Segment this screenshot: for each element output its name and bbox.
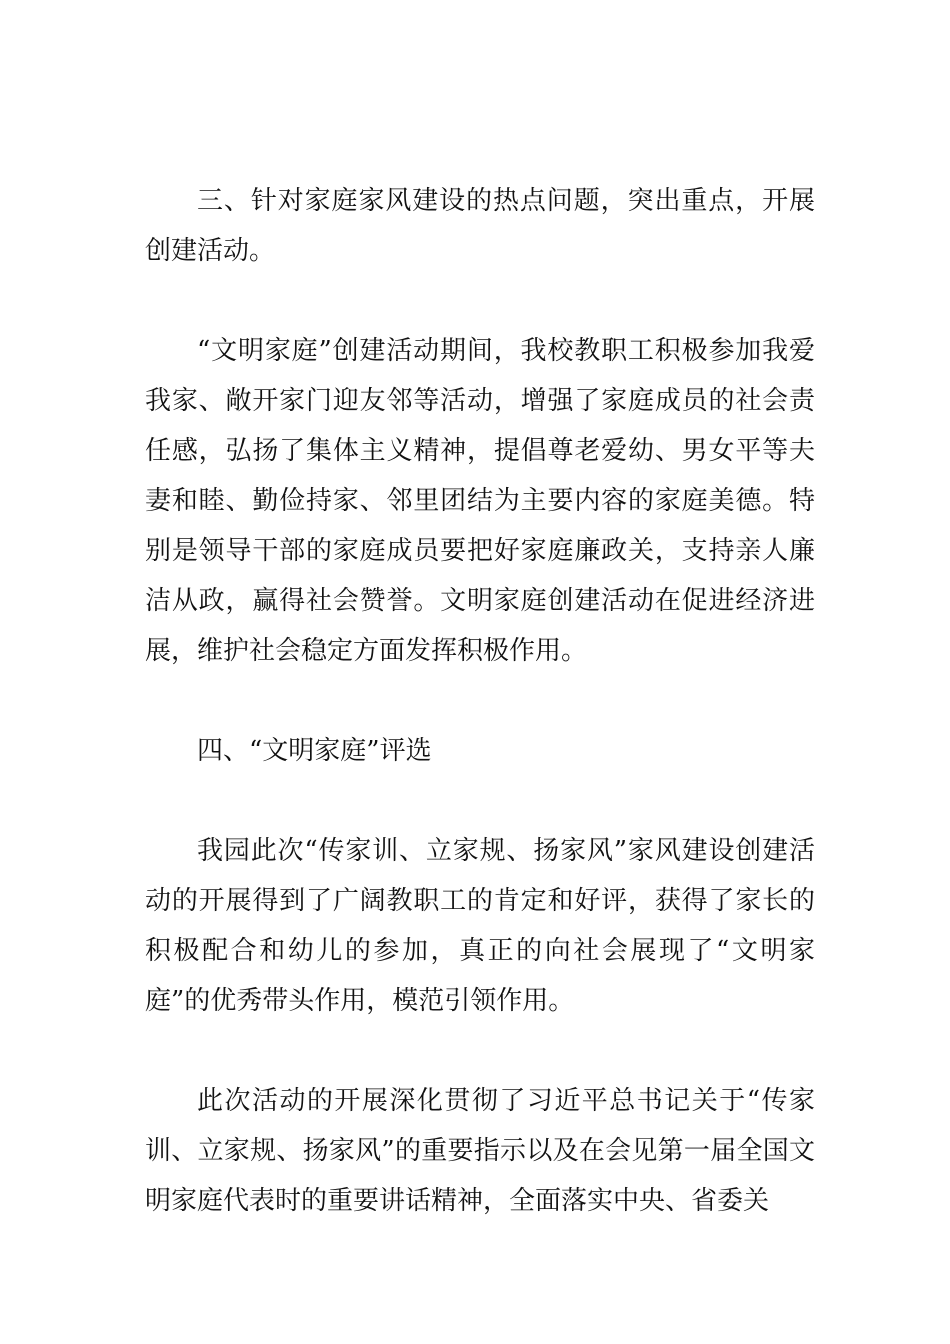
paragraph-gap [145,276,815,326]
paragraph-civilized-family-activities: “文明家庭”创建活动期间，我校教职工积极参加我爱我家、敞开家门迎友邻等活动，增强了家庭成员的社会责任感，弘扬了集体主义精神，提倡尊老爱幼、男女平等夫妻和睦、勤俭持家、邻里团结为主要内容的家庭美德。特别是领导干部的家庭成员要把好家庭廉政关，支持亲人廉洁从政，赢得社会赞誉。文明家庭创建活动在促进经济进展，维护社会稳定方面发挥积极作用。 [145,336,815,666]
section-heading-four: 四、“文明家庭”评选 [197,736,432,766]
paragraph-gap [145,676,815,726]
paragraph-gap [145,1026,815,1076]
document-body [145,176,815,1226]
paragraph-kindergarten-results: 我园此次“传家训、立家规、扬家风”家风建设创建活动的开展得到了广阔教职工的肯定和好评，获得了家长的积极配合和幼儿的参加，真正的向社会展现了“文明家庭”的优秀带头作用，模范引领作用。 [145,836,815,1016]
paragraph-activity-significance: 此次活动的开展深化贯彻了习近平总书记关于“传家训、立家规、扬家风”的重要指示以及在会见第一届全国文明家庭代表时的重要讲话精神，全面落实中央、省委关 [145,1086,815,1216]
section-heading-three: 三、针对家庭家风建设的热点问题，突出重点，开展创建活动。 [145,186,815,266]
paragraph-gap [145,776,815,826]
